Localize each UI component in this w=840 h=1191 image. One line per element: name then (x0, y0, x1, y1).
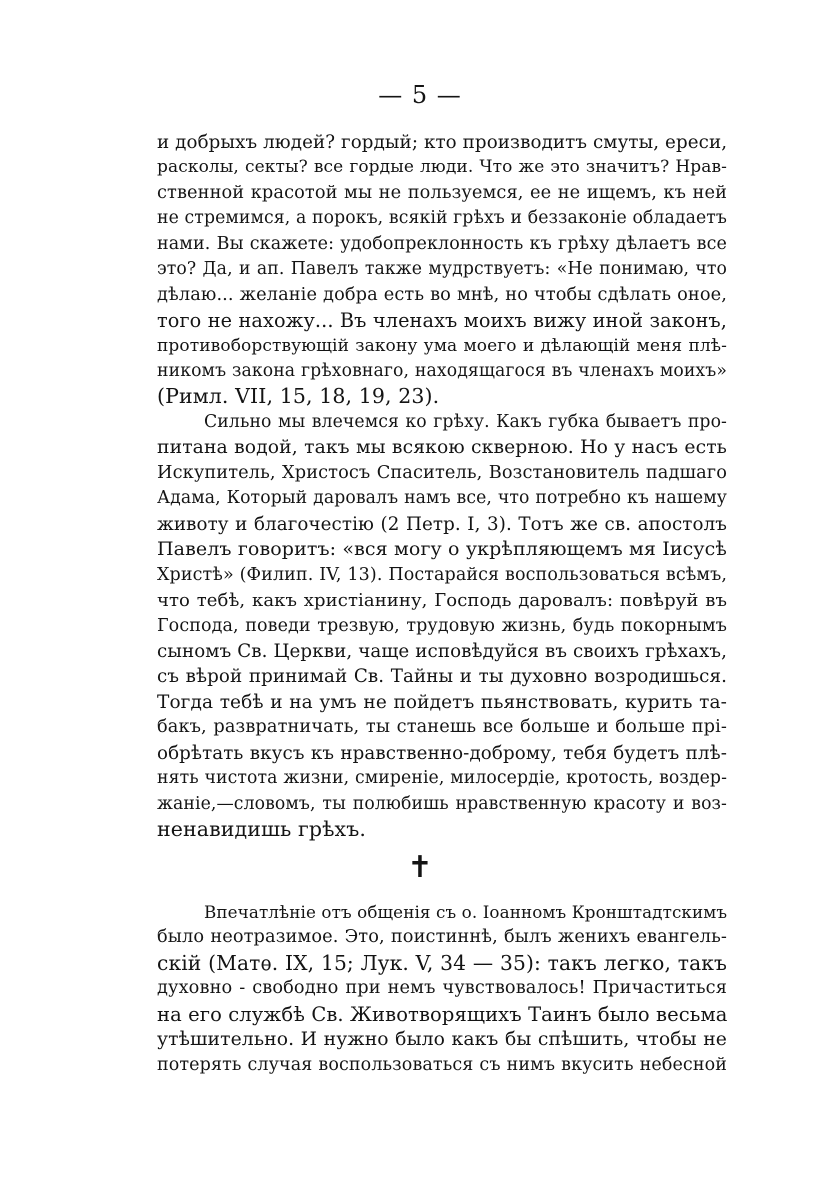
text-line: Христѣ» (Филип. IV, 13). Постарайся воспользоваться всѣмъ, (157, 564, 727, 585)
text-line: Впечатлѣніе отъ общенія съ о. Іоанномъ Кронштадтскимъ (204, 902, 728, 922)
text-line: утѣшительно. И нужно было какъ бы спѣшить, чтобы не (157, 1029, 727, 1051)
text-line: дѣлаю... желаніе добра есть во мнѣ, но чтобы сдѣлать оное, (157, 284, 727, 305)
text-line: что тебѣ, какъ христіанину, Господь даровалъ: повѣруй въ (157, 590, 727, 612)
text-line: было неотразимое. Это, поистиннѣ, былъ женихъ евангель- (157, 927, 727, 948)
text-line: на его службѣ Св. Животворящихъ Таинъ было весьма (157, 1002, 728, 1026)
text-line: бакъ, развратничать, ты станешь все больше и больше прі- (157, 717, 727, 738)
text-line: Искупитель, Христосъ Спаситель, Возстановитель падшаго (157, 462, 727, 483)
text-line: Адама, Который даровалъ намъ все, что потребно къ нашему (157, 488, 727, 509)
paragraph-2 (157, 410, 727, 842)
text-line: скій (Матѳ. IX, 15; Лук. V, 34 — 35): такъ легко, такъ (157, 950, 727, 975)
page-number: — 5 — (378, 81, 462, 109)
text-line: противоборствующій закону ума моего и дѣлающій меня плѣ- (157, 335, 727, 356)
text-line: (Римл. VII, 15, 18, 19, 23). (157, 384, 440, 409)
text-line: никомъ закона грѣховнаго, находящагося въ членахъ моихъ» (157, 360, 727, 381)
paragraph-3 (157, 900, 727, 1078)
text-line: Павелъ говоритъ: «вся могу о укрѣпляющемъ мя Іисусѣ (157, 538, 727, 561)
text-line: расколы, секты? все гордые люди. Что же это значитъ? Нрав- (157, 157, 727, 178)
text-line: Тогда тебѣ и на умъ не пойдетъ пьянствовать, курить та- (157, 691, 727, 713)
text-line: духовно - свободно при немъ чувствовалось! Причаститься (157, 978, 727, 999)
paragraph-1 (157, 130, 727, 410)
text-line: ненавидишь грѣхъ. (157, 817, 366, 841)
text-line: того не нахожу... Въ членахъ моихъ вижу иной законъ, (157, 309, 727, 333)
cross-separator-icon: ✝ (407, 850, 433, 885)
text-line: потерять случая воспользоваться съ нимъ вкусить небесной (157, 1054, 727, 1075)
text-line: нять чистота жизни, смиреніе, милосердіе, кротость, воздер- (157, 768, 727, 789)
text-line: Сильно мы влечемся ко грѣху. Какъ губка бываетъ про- (204, 412, 727, 432)
text-line: питана водой, такъ мы всякою скверною. Но у насъ есть (157, 437, 727, 459)
text-line: это? Да, и ап. Павелъ также мудрствуетъ: «Не понимаю, что (157, 259, 727, 280)
text-line: и добрыхъ людей? гордый; кто производитъ смуты, ереси, (157, 132, 728, 153)
text-line: сыномъ Св. Церкви, чаще исповѣдуйся въ своихъ грѣхахъ, (157, 640, 727, 662)
text-line: не стремимся, а порокъ, всякій грѣхъ и беззаконіе обладаетъ (157, 208, 727, 229)
text-line: ственной красотой мы не пользуемся, ее не ищемъ, къ ней (157, 182, 727, 203)
text-line: Господа, поведи трезвую, трудовую жизнь, будь покорнымъ (157, 615, 727, 636)
text-line: животу и благочестію (2 Петр. I, 3). Тотъ же св. апостолъ (157, 513, 727, 535)
text-line: съ вѣрой принимай Св. Тайны и ты духовно возродишься. (157, 666, 727, 688)
text-line: нами. Вы скажете: удобопреклонность къ грѣху дѣлаетъ все (157, 233, 727, 254)
text-line: жаніе,—словомъ, ты полюбишь нравственную красоту и воз- (157, 793, 727, 814)
text-line: обрѣтать вкусъ къ нравственно-доброму, тебя будетъ плѣ- (157, 742, 727, 764)
